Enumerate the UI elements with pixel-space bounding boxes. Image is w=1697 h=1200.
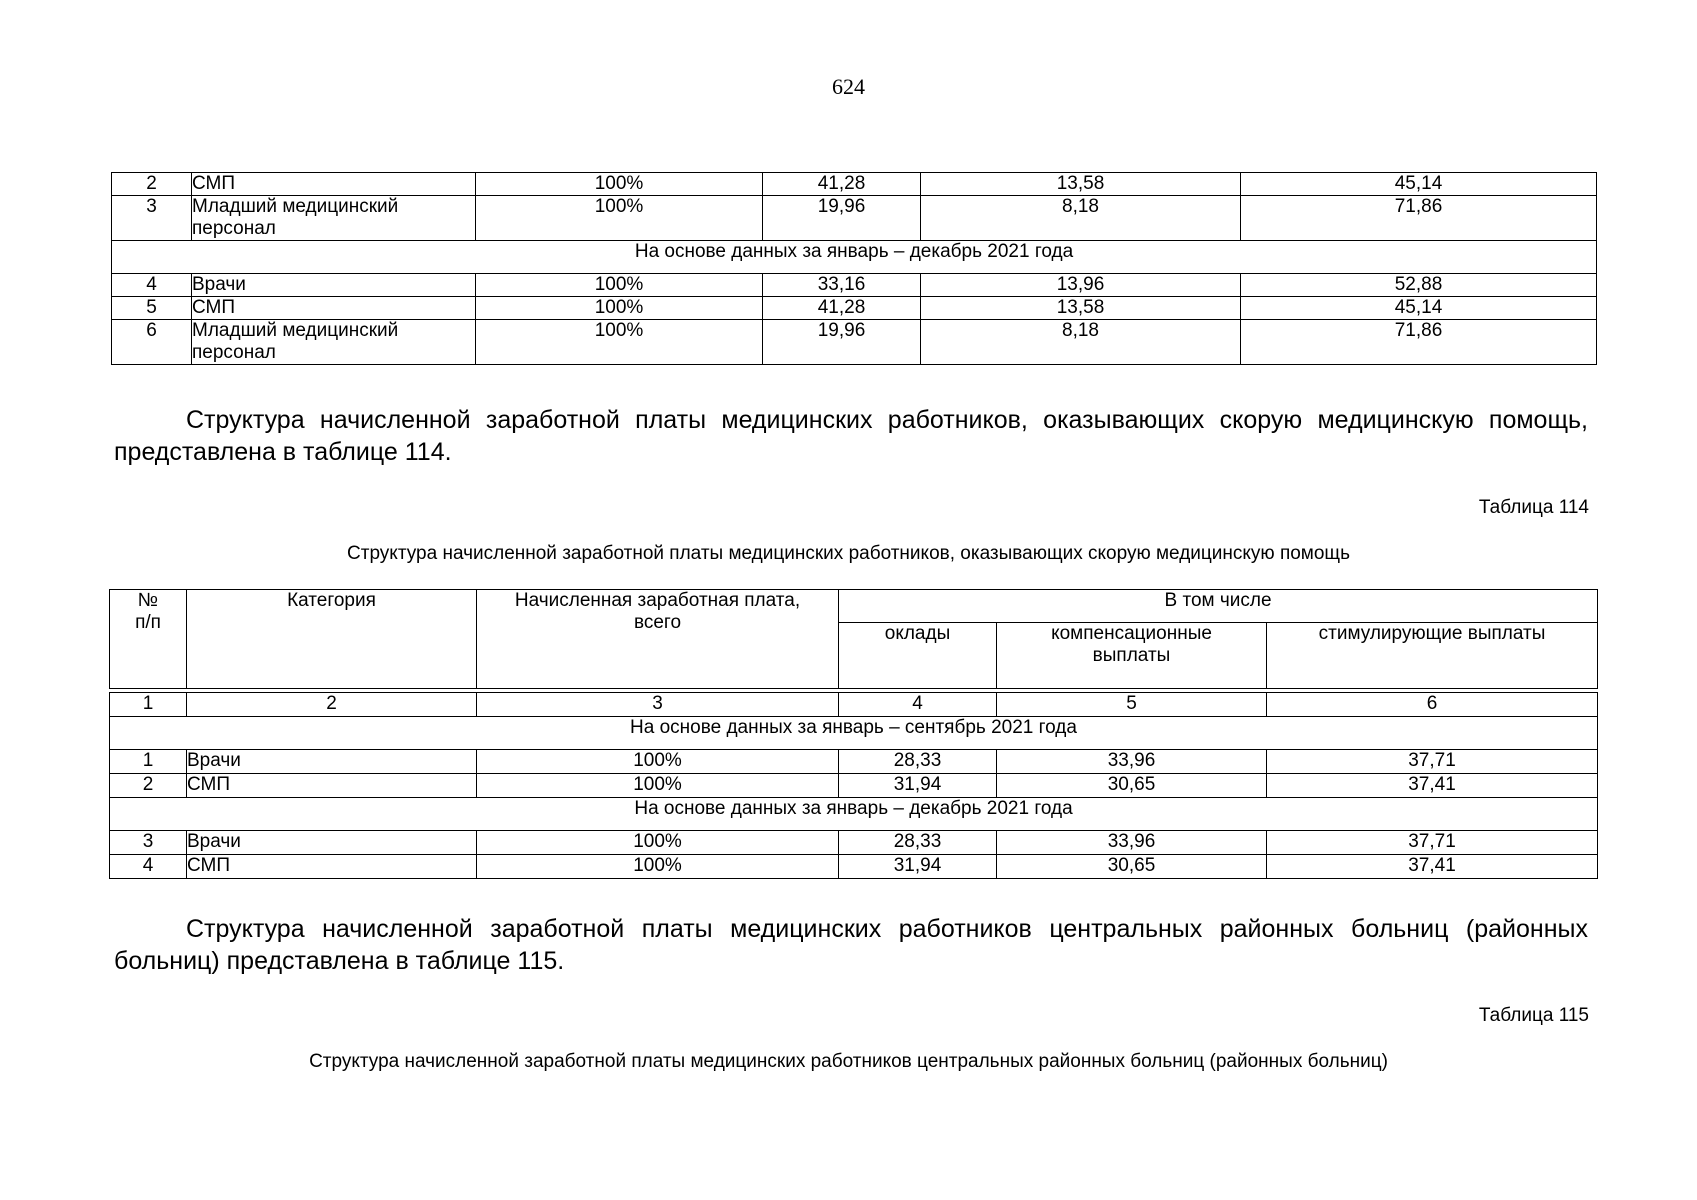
row-incentive: 71,86 (1241, 320, 1597, 365)
header-num: № п/п (110, 590, 187, 689)
table-row (112, 297, 1597, 320)
row-total: 100% (477, 774, 839, 798)
section-row (110, 717, 1598, 750)
row-total: 100% (476, 196, 763, 241)
table-row (110, 774, 1598, 798)
table-row (110, 831, 1598, 855)
row-number: 2 (110, 774, 187, 798)
table-row (112, 173, 1597, 196)
row-total: 100% (476, 320, 763, 365)
row-number: 5 (112, 297, 192, 320)
table-115-title: Структура начисленной заработной платы медицинских работников центральных районных больниц (районных больниц) (309, 1051, 1388, 1072)
row-salaries: 41,28 (763, 297, 921, 320)
row-number: 3 (110, 831, 187, 855)
row-category: СМП (187, 855, 477, 879)
row-compensation: 30,65 (997, 774, 1267, 798)
table-115-label: Таблица 115 (1478, 1005, 1589, 1026)
row-category: Врачи (187, 750, 477, 774)
column-number: 1 (110, 693, 187, 717)
table-113-continuation (111, 172, 1597, 365)
row-category: СМП (192, 173, 476, 196)
row-number: 3 (112, 196, 192, 241)
row-compensation: 13,96 (921, 274, 1241, 297)
table-114-title: Структура начисленной заработной платы медицинских работников, оказывающих скорую медицинскую помощь (347, 543, 1350, 564)
row-compensation: 8,18 (921, 320, 1241, 365)
row-total: 100% (476, 173, 763, 196)
row-number: 1 (110, 750, 187, 774)
row-category: Младший медицинский персонал (192, 196, 476, 241)
row-compensation: 13,58 (921, 173, 1241, 196)
row-compensation: 13,58 (921, 297, 1241, 320)
header-total: Начисленная заработная плата, всего (477, 590, 839, 689)
row-number: 4 (110, 855, 187, 879)
column-number: 2 (187, 693, 477, 717)
row-incentive: 37,41 (1267, 855, 1598, 879)
row-incentive: 37,41 (1267, 774, 1598, 798)
header-incentive: стимулирующие выплаты (1267, 623, 1598, 689)
row-incentive: 52,88 (1241, 274, 1597, 297)
row-salaries: 28,33 (839, 831, 997, 855)
row-category: Врачи (187, 831, 477, 855)
table-row (110, 750, 1598, 774)
row-compensation: 33,96 (997, 831, 1267, 855)
row-compensation: 33,96 (997, 750, 1267, 774)
row-salaries: 31,94 (839, 774, 997, 798)
row-salaries: 28,33 (839, 750, 997, 774)
row-incentive: 71,86 (1241, 196, 1597, 241)
row-total: 100% (476, 297, 763, 320)
row-compensation: 30,65 (997, 855, 1267, 879)
section-row (110, 798, 1598, 831)
header-category: Категория (187, 590, 477, 689)
row-category: СМП (192, 297, 476, 320)
paragraph-table-114-intro: Структура начисленной заработной платы медицинских работников, оказывающих скорую медицинскую помощь, представлена в таблице 114. (114, 406, 1588, 466)
row-total: 100% (477, 831, 839, 855)
table-114-label: Таблица 114 (1478, 497, 1589, 518)
column-number: 3 (477, 693, 839, 717)
row-number: 2 (112, 173, 192, 196)
header-salaries: оклады (839, 623, 997, 689)
section-heading: На основе данных за январь – сентябрь 2021 года (110, 717, 1598, 750)
table-row (110, 855, 1598, 879)
table-row (112, 320, 1597, 365)
column-number: 5 (997, 693, 1267, 717)
section-heading: На основе данных за январь – декабрь 2021 года (112, 241, 1597, 274)
row-category: Врачи (192, 274, 476, 297)
table-114 (109, 589, 1598, 879)
row-number: 4 (112, 274, 192, 297)
row-salaries: 19,96 (763, 320, 921, 365)
row-incentive: 37,71 (1267, 831, 1598, 855)
table-row (112, 196, 1597, 241)
row-incentive: 37,71 (1267, 750, 1598, 774)
column-number: 4 (839, 693, 997, 717)
row-category: СМП (187, 774, 477, 798)
header-including: В том числе (839, 590, 1598, 623)
paragraph-table-115-intro: Структура начисленной заработной платы медицинских работников центральных районных больниц (районных больниц) представлена в таблице 115. (114, 915, 1588, 975)
page-number: 624 (832, 74, 865, 99)
row-category: Младший медицинский персонал (192, 320, 476, 365)
table-row (112, 274, 1597, 297)
row-salaries: 31,94 (839, 855, 997, 879)
row-incentive: 45,14 (1241, 297, 1597, 320)
row-total: 100% (477, 750, 839, 774)
row-compensation: 8,18 (921, 196, 1241, 241)
row-incentive: 45,14 (1241, 173, 1597, 196)
row-salaries: 33,16 (763, 274, 921, 297)
row-salaries: 41,28 (763, 173, 921, 196)
column-number: 6 (1267, 693, 1598, 717)
header-compensation: компенсационные выплаты (997, 623, 1267, 689)
row-total: 100% (477, 855, 839, 879)
row-number: 6 (112, 320, 192, 365)
section-heading: На основе данных за январь – декабрь 2021 года (110, 798, 1598, 831)
row-total: 100% (476, 274, 763, 297)
row-salaries: 19,96 (763, 196, 921, 241)
section-row (112, 241, 1597, 274)
